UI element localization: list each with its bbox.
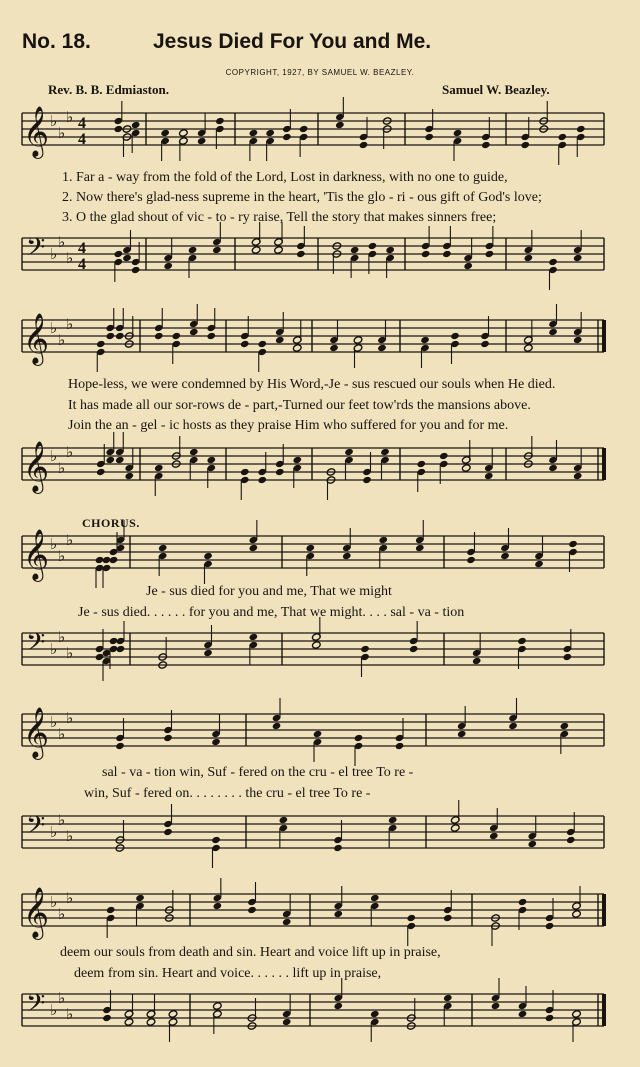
flat-sign: ♭ (66, 249, 74, 267)
bass-staff-system-5 (0, 986, 640, 1056)
notehead (545, 1014, 555, 1022)
notehead (188, 246, 198, 254)
bass-staff-system-1 (0, 230, 640, 300)
notehead (257, 476, 267, 484)
flat-sign: ♭ (58, 628, 66, 646)
notehead (421, 250, 431, 258)
notehead (296, 250, 306, 258)
notehead (163, 734, 173, 742)
notehead (370, 1010, 380, 1018)
notehead (573, 254, 583, 262)
treble-staff-system-4 (0, 706, 640, 762)
notehead (206, 456, 216, 464)
treble-clef: 𝄞 (23, 529, 50, 580)
notehead (573, 336, 583, 344)
notehead (362, 476, 372, 484)
notehead (160, 129, 170, 137)
flat-sign: ♭ (66, 315, 74, 333)
flat-sign: ♭ (66, 709, 74, 727)
flat-sign: ♭ (58, 331, 66, 349)
notehead (518, 898, 528, 906)
notehead (563, 653, 573, 661)
flat-sign: ♭ (58, 989, 66, 1007)
chorus-lyric-4-top: sal - va - tion win, Suf - fered on the cru - el tree To re - (102, 765, 414, 780)
flat-sign: ♭ (58, 547, 66, 565)
notehead (154, 332, 164, 340)
notehead (342, 552, 352, 560)
notehead (292, 344, 302, 352)
notehead (333, 1002, 343, 1010)
notehead (135, 894, 145, 902)
notehead (105, 456, 115, 464)
notehead (282, 918, 292, 926)
treble-clef: 𝄞 (23, 707, 50, 758)
notehead (560, 722, 570, 730)
notehead (359, 141, 369, 149)
flat-sign: ♭ (58, 233, 66, 251)
notehead (520, 141, 530, 149)
notehead (213, 1002, 223, 1010)
time-signature-bottom: 4 (78, 131, 86, 148)
notehead (249, 544, 259, 552)
notehead (102, 1014, 112, 1022)
flat-sign: ♭ (58, 811, 66, 829)
notehead (568, 540, 578, 548)
treble-clef: 𝄞 (23, 441, 50, 492)
notehead (179, 129, 189, 137)
notehead (206, 332, 216, 340)
treble-clef: 𝄞 (23, 887, 50, 938)
bass-clef: 𝄢 (26, 811, 46, 846)
treble-staff-system-1 (0, 105, 640, 165)
notehead (131, 266, 141, 274)
flat-sign: ♭ (58, 124, 66, 142)
notehead (416, 460, 426, 468)
flat-sign: ♭ (50, 112, 58, 130)
notehead (282, 1018, 292, 1026)
notehead (453, 129, 463, 137)
time-signature-top: 4 (78, 240, 86, 257)
notehead (508, 722, 518, 730)
notehead (534, 560, 544, 568)
treble-staff-system-3 (0, 528, 640, 586)
bass-clef: 𝄢 (26, 628, 46, 663)
verse-2-line-1: 2. Now there's glad-ness supreme in the heart, 'Tis the glo - ri - ous gift of God's love; (62, 190, 542, 205)
notehead (257, 340, 267, 348)
notehead (548, 328, 558, 336)
notehead (548, 464, 558, 472)
notehead (395, 742, 405, 750)
notehead (485, 250, 495, 258)
notehead (115, 456, 125, 464)
flat-sign: ♭ (66, 889, 74, 907)
verse-2-line-2: It has made all our sor-rows de - part,-Turned our feet tow'rds the mansions above. (68, 398, 531, 413)
notehead (572, 910, 582, 918)
flat-sign: ♭ (66, 1005, 74, 1023)
notehead (122, 254, 132, 262)
notehead (116, 645, 126, 653)
notehead (443, 914, 453, 922)
notehead (124, 1018, 134, 1026)
notehead (275, 468, 285, 476)
notehead (481, 141, 491, 149)
notehead (450, 824, 460, 832)
notehead (279, 816, 289, 824)
chorus-label: CHORUS. (82, 516, 140, 530)
notehead (439, 452, 449, 460)
verse-3-line-1: 3. O the glad shout of vic - to - ry raise, Tell the story that makes sinners free; (62, 210, 497, 225)
notehead (115, 742, 125, 750)
notehead (484, 472, 494, 480)
flat-sign: ♭ (50, 447, 58, 465)
notehead (333, 844, 343, 852)
notehead (109, 556, 119, 564)
notehead (154, 464, 164, 472)
notehead (272, 722, 282, 730)
notehead (305, 544, 315, 552)
notehead (203, 552, 213, 560)
notehead (415, 544, 425, 552)
flat-sign: ♭ (50, 893, 58, 911)
notehead (354, 734, 364, 742)
notehead (312, 641, 322, 649)
notehead (576, 125, 586, 133)
notehead (489, 832, 499, 840)
hymn-title: Jesus Died For You and Me. (153, 30, 432, 53)
bass-clef: 𝄢 (26, 233, 46, 268)
notehead (275, 336, 285, 344)
notehead (249, 633, 259, 641)
notehead (124, 472, 134, 480)
treble-clef: 𝄞 (23, 313, 50, 364)
flat-sign: ♭ (66, 644, 74, 662)
notehead (240, 468, 250, 476)
notehead (461, 464, 471, 472)
treble-staff-system-5 (0, 886, 640, 946)
notehead (329, 344, 339, 352)
flat-sign: ♭ (58, 459, 66, 477)
notehead (105, 332, 115, 340)
bass-staff-system-3 (0, 625, 640, 693)
author-credit: Rev. B. B. Edmiaston. (48, 82, 169, 97)
chorus-lyric-3-top: Je - sus died for you and me, That we might (146, 584, 392, 599)
flat-sign: ♭ (50, 319, 58, 337)
flat-sign: ♭ (66, 443, 74, 461)
chorus-lyric-3-bottom: Je - sus died. . . . . . for you and me, That we might. . . . sal - va - tion (78, 605, 465, 620)
notehead (524, 344, 534, 352)
flat-sign: ♭ (66, 108, 74, 126)
notehead (333, 910, 343, 918)
notehead (548, 258, 558, 266)
notehead (360, 645, 370, 653)
notehead (313, 730, 323, 738)
notehead (203, 649, 213, 657)
notehead (527, 840, 537, 848)
verse-3-line-2: Join the an - gel - ic hosts as they praise Him who suffered for you and for me. (68, 418, 509, 433)
notehead (211, 836, 221, 844)
treble-staff-system-2 (0, 312, 640, 374)
bass-staff-system-2 (0, 440, 640, 510)
composer-credit: Samuel W. Beazley. (442, 82, 550, 97)
flat-sign: ♭ (58, 905, 66, 923)
copyright-notice: COPYRIGHT, 1927, BY SAMUEL W. BEAZLEY. (225, 68, 415, 77)
flat-sign: ♭ (50, 245, 58, 263)
bass-clef: 𝄢 (26, 989, 46, 1024)
notehead (491, 1002, 501, 1010)
notehead (247, 906, 257, 914)
notehead (265, 129, 275, 137)
notehead (420, 336, 430, 344)
notehead (274, 246, 284, 254)
notehead (450, 332, 460, 340)
notehead (163, 262, 173, 270)
notehead (114, 250, 124, 258)
notehead (96, 468, 106, 476)
notehead (380, 448, 390, 456)
notehead (457, 730, 467, 738)
notehead (146, 1018, 156, 1026)
notehead (517, 637, 527, 645)
chorus-lyric-5-top: deem our souls from death and sin. Heart and voice lift up in praise, (60, 945, 441, 960)
notehead (299, 125, 309, 133)
notehead (409, 645, 419, 653)
notehead (282, 133, 292, 141)
notehead (518, 1010, 528, 1018)
notehead (212, 246, 222, 254)
notehead (215, 117, 225, 125)
flat-sign: ♭ (66, 827, 74, 845)
notehead (344, 448, 354, 456)
notehead (557, 133, 567, 141)
notehead (463, 262, 473, 270)
flat-sign: ♭ (66, 531, 74, 549)
chorus-lyric-4-bottom: win, Suf - fered on. . . . . . . . the cru - el tree To re - (84, 786, 371, 801)
flat-sign: ♭ (50, 640, 58, 658)
notehead (573, 472, 583, 480)
notehead (114, 125, 124, 133)
notehead (545, 922, 555, 930)
bass-staff-system-4 (0, 808, 640, 878)
time-signature-bottom: 4 (78, 256, 86, 273)
flat-sign: ♭ (50, 1001, 58, 1019)
notehead (572, 1010, 582, 1018)
notehead (377, 344, 387, 352)
verse-1-line-2: Hope-less, we were condemned by His Word,-Je - sus rescued our souls when He died. (68, 377, 556, 392)
verse-1-line-1: 1. Far a - way from the fold of the Lord, Lost in darkness, with no one to guide, (62, 170, 508, 185)
notehead (424, 133, 434, 141)
notehead (442, 250, 452, 258)
notehead (240, 340, 250, 348)
notehead (480, 340, 490, 348)
notehead (472, 657, 482, 665)
notehead (249, 129, 259, 137)
time-signature-top: 4 (78, 115, 86, 132)
notehead (350, 246, 360, 254)
notehead (251, 246, 261, 254)
notehead (171, 332, 181, 340)
notehead (115, 332, 125, 340)
notehead (566, 836, 576, 844)
flat-sign: ♭ (50, 823, 58, 841)
notehead (168, 1010, 178, 1018)
notehead (211, 738, 221, 746)
notehead (189, 328, 199, 336)
notehead (213, 902, 223, 910)
notehead (163, 828, 173, 836)
notehead (106, 906, 116, 914)
flat-sign: ♭ (50, 713, 58, 731)
flat-sign: ♭ (58, 725, 66, 743)
notehead (406, 914, 416, 922)
notehead (378, 536, 388, 544)
hymn-number: No. 18. (22, 30, 91, 53)
notehead (500, 552, 510, 560)
notehead (131, 121, 141, 129)
notehead (335, 121, 345, 129)
notehead (370, 894, 380, 902)
notehead (368, 242, 378, 250)
notehead (388, 816, 398, 824)
treble-clef: 𝄞 (23, 106, 50, 157)
notehead (385, 246, 395, 254)
chorus-lyric-5-bottom: deem from sin. Heart and voice. . . . . . lift up in praise, (74, 966, 382, 981)
notehead (466, 556, 476, 564)
notehead (353, 336, 363, 344)
notehead (197, 137, 207, 145)
flat-sign: ♭ (50, 535, 58, 553)
notehead (189, 448, 199, 456)
notehead (524, 254, 534, 262)
notehead (292, 456, 302, 464)
notehead (158, 544, 168, 552)
notehead (96, 340, 106, 348)
notehead (443, 994, 453, 1002)
